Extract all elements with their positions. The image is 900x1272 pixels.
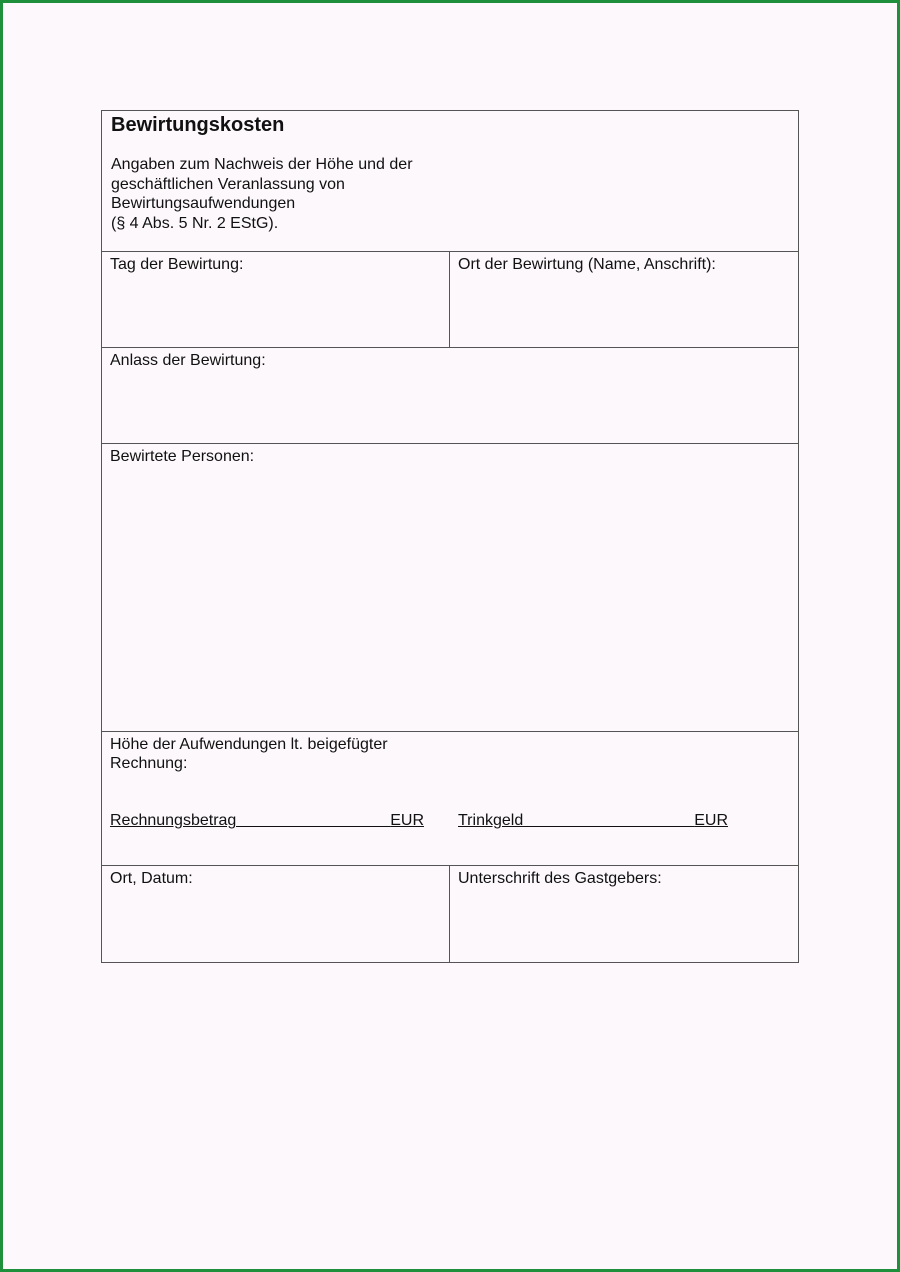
trinkgeld-field[interactable] [458, 811, 728, 830]
row-tag-ort [102, 252, 798, 348]
field-unterschrift[interactable] [450, 866, 798, 962]
field-label: Ort, Datum: [110, 870, 193, 887]
field-label: Bewirtete Personen: [110, 448, 255, 465]
rechnungsbetrag-unit: EUR [390, 812, 424, 829]
field-label: Ort der Bewirtung (Name, Anschrift): [458, 256, 716, 273]
field-bewirtete-personen[interactable] [102, 444, 798, 731]
row-personen [102, 444, 798, 732]
rechnungsbetrag-label: Rechnungsbetrag [110, 812, 237, 829]
subtitle-line: geschäftlichen Veranlassung von [111, 175, 345, 193]
field-ort-datum[interactable] [102, 866, 450, 962]
rechnungsbetrag-blank [236, 811, 390, 827]
subtitle-line: (§ 4 Abs. 5 Nr. 2 EStG). [111, 214, 279, 232]
form-header [102, 111, 798, 252]
rechnungsbetrag-field[interactable] [110, 811, 424, 830]
field-tag-der-bewirtung[interactable] [102, 252, 450, 347]
row-hoehe [102, 732, 798, 866]
subtitle-line: Bewirtungsaufwendungen [111, 195, 296, 212]
field-ort-der-bewirtung[interactable] [450, 252, 798, 347]
field-label: Unterschrift des Gastgebers: [458, 870, 662, 887]
trinkgeld-label: Trinkgeld [458, 812, 524, 829]
field-anlass-der-bewirtung[interactable] [102, 348, 798, 443]
trinkgeld-unit: EUR [694, 812, 728, 829]
field-label: Tag der Bewirtung: [110, 256, 244, 273]
bewirtung-form [101, 110, 799, 963]
field-label: Anlass der Bewirtung: [110, 352, 266, 369]
label-line: Rechnung: [110, 755, 188, 772]
trinkgeld-blank [523, 811, 694, 827]
field-hoehe-der-aufwendungen [102, 732, 798, 865]
header-cell [102, 111, 798, 251]
form-subtitle [111, 155, 413, 233]
subtitle-line: Angaben zum Nachweis der Höhe und der [111, 156, 413, 173]
row-ort-unterschrift [102, 866, 798, 962]
form-title: Bewirtungskosten [111, 114, 285, 136]
label-line: Höhe der Aufwendungen lt. beigefügter [110, 736, 388, 753]
row-anlass [102, 348, 798, 444]
field-label [110, 735, 388, 773]
